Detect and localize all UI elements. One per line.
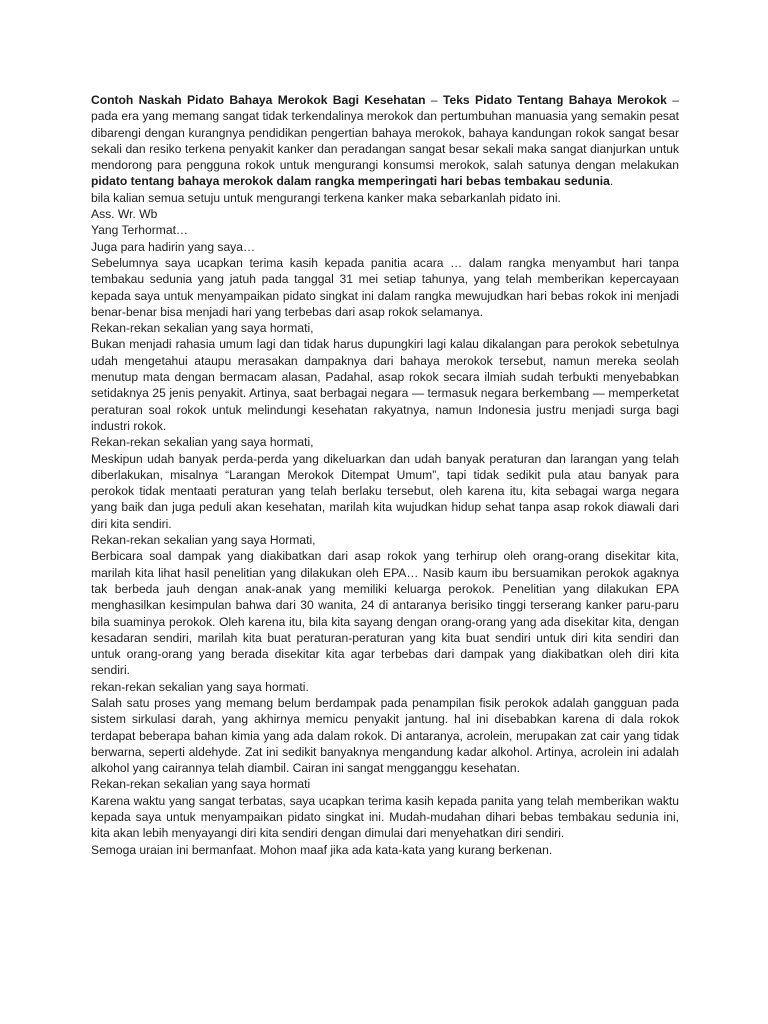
paragraph-circulation: Salah satu proses yang memang belum berdampak pada penampilan fisik perokok adalah gangguan pada sistem sirkulasi darah, yang akhirnya memicu penyakit jantung. hal ini disebabkan karena di dala rokok terdapat beberapa bahan kimia yang ada dalam rokok. Di antaranya, acrolein, merupakan zat cair yang tidak berwarna, seperti aldehyde. Zat ini sedikit banyaknya mengandung kadar alkohol. Artinya, acrolein ini adalah alkohol yang cairannya telah diambil. Cairan ini sangat mengganggu kesehatan. bbox=[91, 695, 679, 776]
greeting-honored: Yang Terhormat… bbox=[91, 223, 189, 238]
document-subtitle: Teks Pidato Tentang Bahaya Merokok bbox=[442, 93, 667, 107]
intro-bold-phrase: pidato tentang bahaya merokok dalam rangka memperingati hari bebas tembakau sedunia bbox=[91, 174, 610, 189]
intro-text-end: . bbox=[609, 174, 614, 189]
address-line: Rekan-rekan sekalian yang saya hormati, bbox=[91, 321, 314, 336]
salutation: Ass. Wr. Wb bbox=[91, 207, 158, 222]
greeting-audience: Juga para hadirin yang saya… bbox=[91, 239, 256, 254]
paragraph-passive-smoke: Berbicara soal dampak yang diakibatkan dari asap rokok yang terhirup oleh orang-orang disekitar kita, marilah kita lihat hasil penelitian yang dilakukan oleh EPA… Nasib kaum ibu bersuamikan perokok agaknya tak berbeda jauh dengan anak-anak yang memiliki keluarga perokok. Penelitian yang dilakukan EPA menghasilkan kesimpulan bahwa dari 30 wanita, 24 di antaranya berisiko tinggi terserang kanker paru-paru bila suaminya perokok. Oleh karena itu, bila kita sayang dengan orang-orang yang ada disekitar kita, dengan kesadaran sendiri, marilah kita buat peraturan-peraturan yang kita buat sendiri untuk diri kita sendiri dan untuk orang-orang yang berada disekitar kita agar terbebas dari dampak yang diakibatkan oleh diri kita sendiri. bbox=[91, 549, 679, 678]
address-line: Rekan-rekan sekalian yang saya Hormati, bbox=[91, 533, 316, 548]
share-line: bila kalian semua setuju untuk mengurangi terkena kanker maka sebarkanlah pidato ini. bbox=[91, 190, 561, 205]
document-title: Contoh Naskah Pidato Bahaya Merokok Bagi Kesehatan bbox=[91, 93, 426, 107]
intro-text: pada era yang memang sangat tidak terkendalinya merokok dan pertumbuhan manuasia yang semakin pesat dibarengi dengan kurangnya pendidikan pengertian bahaya merokok, bahaya kandungan rokok sangat besar sekali dan resiko terkena penyakit kanker dan peradangan sangat besar sekali maka sangat dianjurkan untuk mendorong para pengguna rokok untuk mengurangi konsumsi merokok, salah satunya dengan melakukan bbox=[91, 109, 679, 173]
subtitle-dash: – bbox=[666, 93, 679, 107]
paragraph-opening: Sebelumnya saya ucapkan terima kasih kepada panitia acara … dalam rangka menyambut hari tanpa tembakau sedunia yang jatuh pada tanggal 31 mei setiap tahunya, yang telah memberikan kepercayaan kepada saya untuk menyampaikan pidato singkat ini dalam rangka mewujudkan hari bebas rokok ini menjadi benar-benar bisa menjadi hari yang terbebas dari asap rokok selamanya. bbox=[91, 255, 679, 319]
speech-text-body bbox=[91, 92, 679, 858]
paragraph-thanks: Karena waktu yang sangat terbatas, saya ucapkan terima kasih kepada panita yang telah memberikan waktu kepada saya untuk menyampaikan pidato singkat ini. Mudah-mudahan dihari bebas tembakau sedunia ini, kita akan lebih menyayangi diri kita sendiri dengan dimulai dari menyehatkan diri sendiri. bbox=[91, 793, 679, 841]
paragraph-dangers: Bukan menjadi rahasia umum lagi dan tidak harus dupungkiri lagi kalau dikalangan para perokok sebetulnya udah mengetahui ataupu merasakan dampaknya dari bahaya merokok tersebut, namun mereka seolah menutup mata dengan bermacam alasan, Padahal, asap rokok secara ilmiah sudah terbukti menyebabkan setidaknya 25 jenis penyakit. Artinya, saat berbagai negara — termasuk negara berkembang — memperketat peraturan soal rokok untuk melindungi kesehatan rakyatnya, namun Indonesia justru menjadi surga bagi industri rokok. bbox=[91, 337, 679, 433]
paragraph-regulations: Meskipun udah banyak perda-perda yang dikeluarkan dan udah banyak peraturan dan larangan yang telah diberlakukan, misalnya “Larangan Merokok Ditempat Umum”, tapi tidak sedikit pula atau banyak para perokok tidak mentaati peraturan yang telah berlaku tersebut, oleh karena itu, kita sebagai warga negara yang baik dan juga peduli akan kesehatan, marilah kita wujudkan hidup sehat tanpa asap rokok diawali dari diri kita sendiri. bbox=[91, 451, 679, 531]
address-line: Rekan-rekan sekalian yang saya hormati, bbox=[91, 435, 314, 450]
intro-paragraph bbox=[91, 92, 679, 190]
address-line: Rekan-rekan sekalian yang saya hormati bbox=[91, 777, 311, 792]
title-dash: – bbox=[425, 93, 443, 107]
address-line: rekan-rekan sekalian yang saya hormati. bbox=[91, 679, 309, 694]
closing-line: Semoga uraian ini bermanfaat. Mohon maaf jika ada kata-kata yang kurang berkenan. bbox=[91, 842, 553, 857]
